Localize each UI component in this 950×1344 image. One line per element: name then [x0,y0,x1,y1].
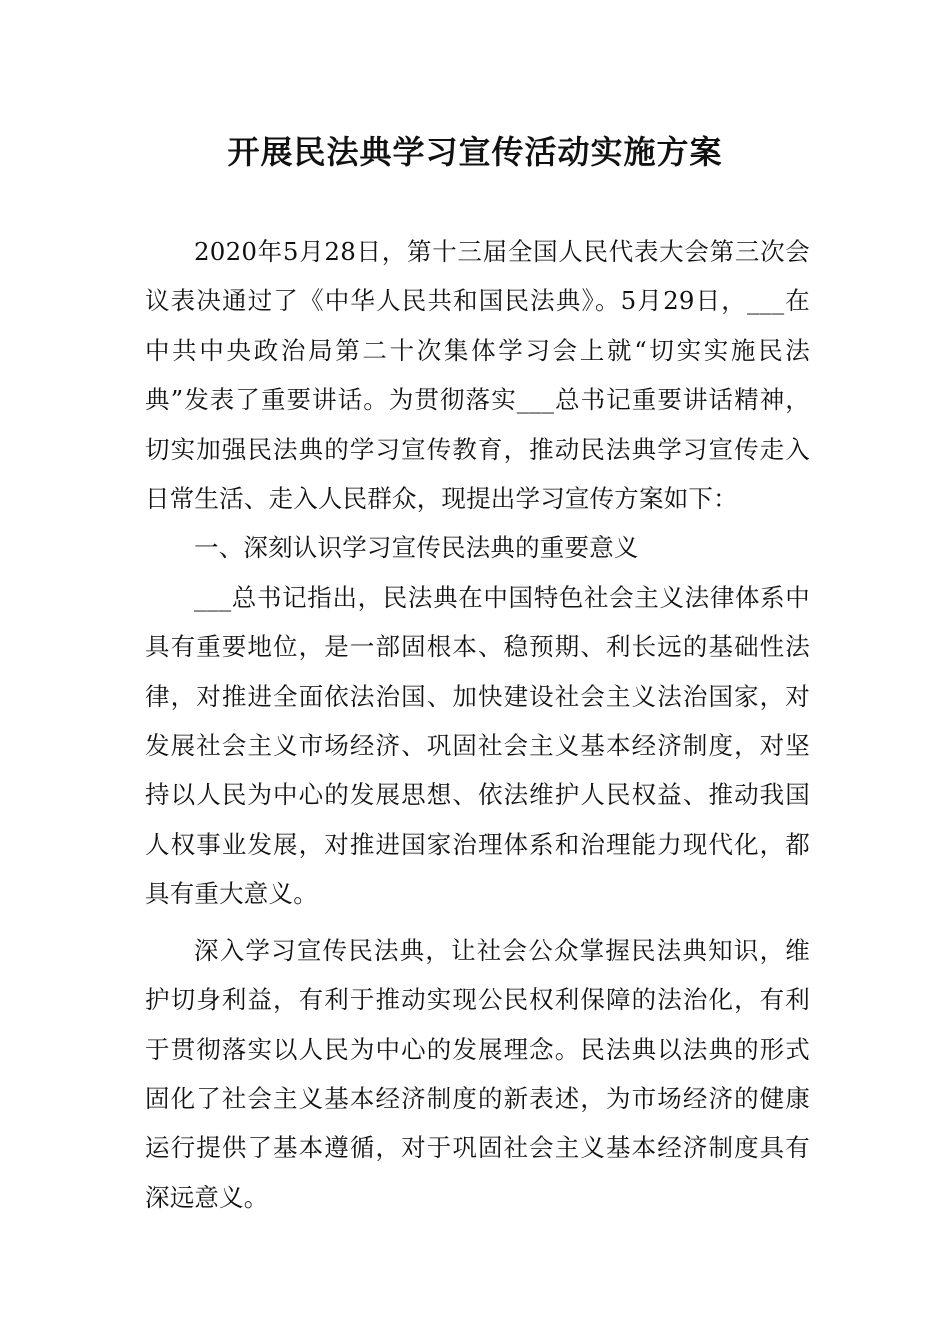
paragraph-significance: ___总书记指出，民法典在中国特色社会主义法律体系中具有重要地位，是一部固根本、稳预期、利长远的基础性法律，对推进全面依法治国、加快建设社会主义法治国家，对发展社会主义市场经济、巩固社会主义基本经济制度，对坚持以人民为中心的发展思想、依法维护人民权益、推动我国人权事业发展，对推进国家治理体系和治理能力现代化，都具有重大意义。 [145,582,810,909]
document-body [145,227,810,1222]
paragraph-study-promotion: 深入学习宣传民法典，让社会公众掌握民法典知识，维护切身利益，有利于推动实现公民权利保障的法治化，有利于贯彻落实以人民为中心的发展理念。民法典以法典的形式固化了社会主义基本经济制度的新表述，为市场经济的健康运行提供了基本遵循，对于巩固社会主义基本经济制度具有深远意义。 [145,935,810,1212]
document-title: 开展民法典学习宣传活动实施方案 [227,133,723,171]
intro-paragraph: 2020年5月28日，第十三届全国人民代表大会第三次会议表决通过了《中华人民共和国民法典》。5月29日，___在中共中央政治局第二十次集体学习会上就“切实实施民法典”发表了重要讲话。为贯彻落实___总书记重要讲话精神，切实加强民法典的学习宣传教育，推动民法典学习宣传走入日常生活、走入人民群众，现提出学习宣传方案如下： [145,237,810,514]
section-heading-1: 一、深刻认识学习宣传民法典的重要意义 [194,533,639,563]
